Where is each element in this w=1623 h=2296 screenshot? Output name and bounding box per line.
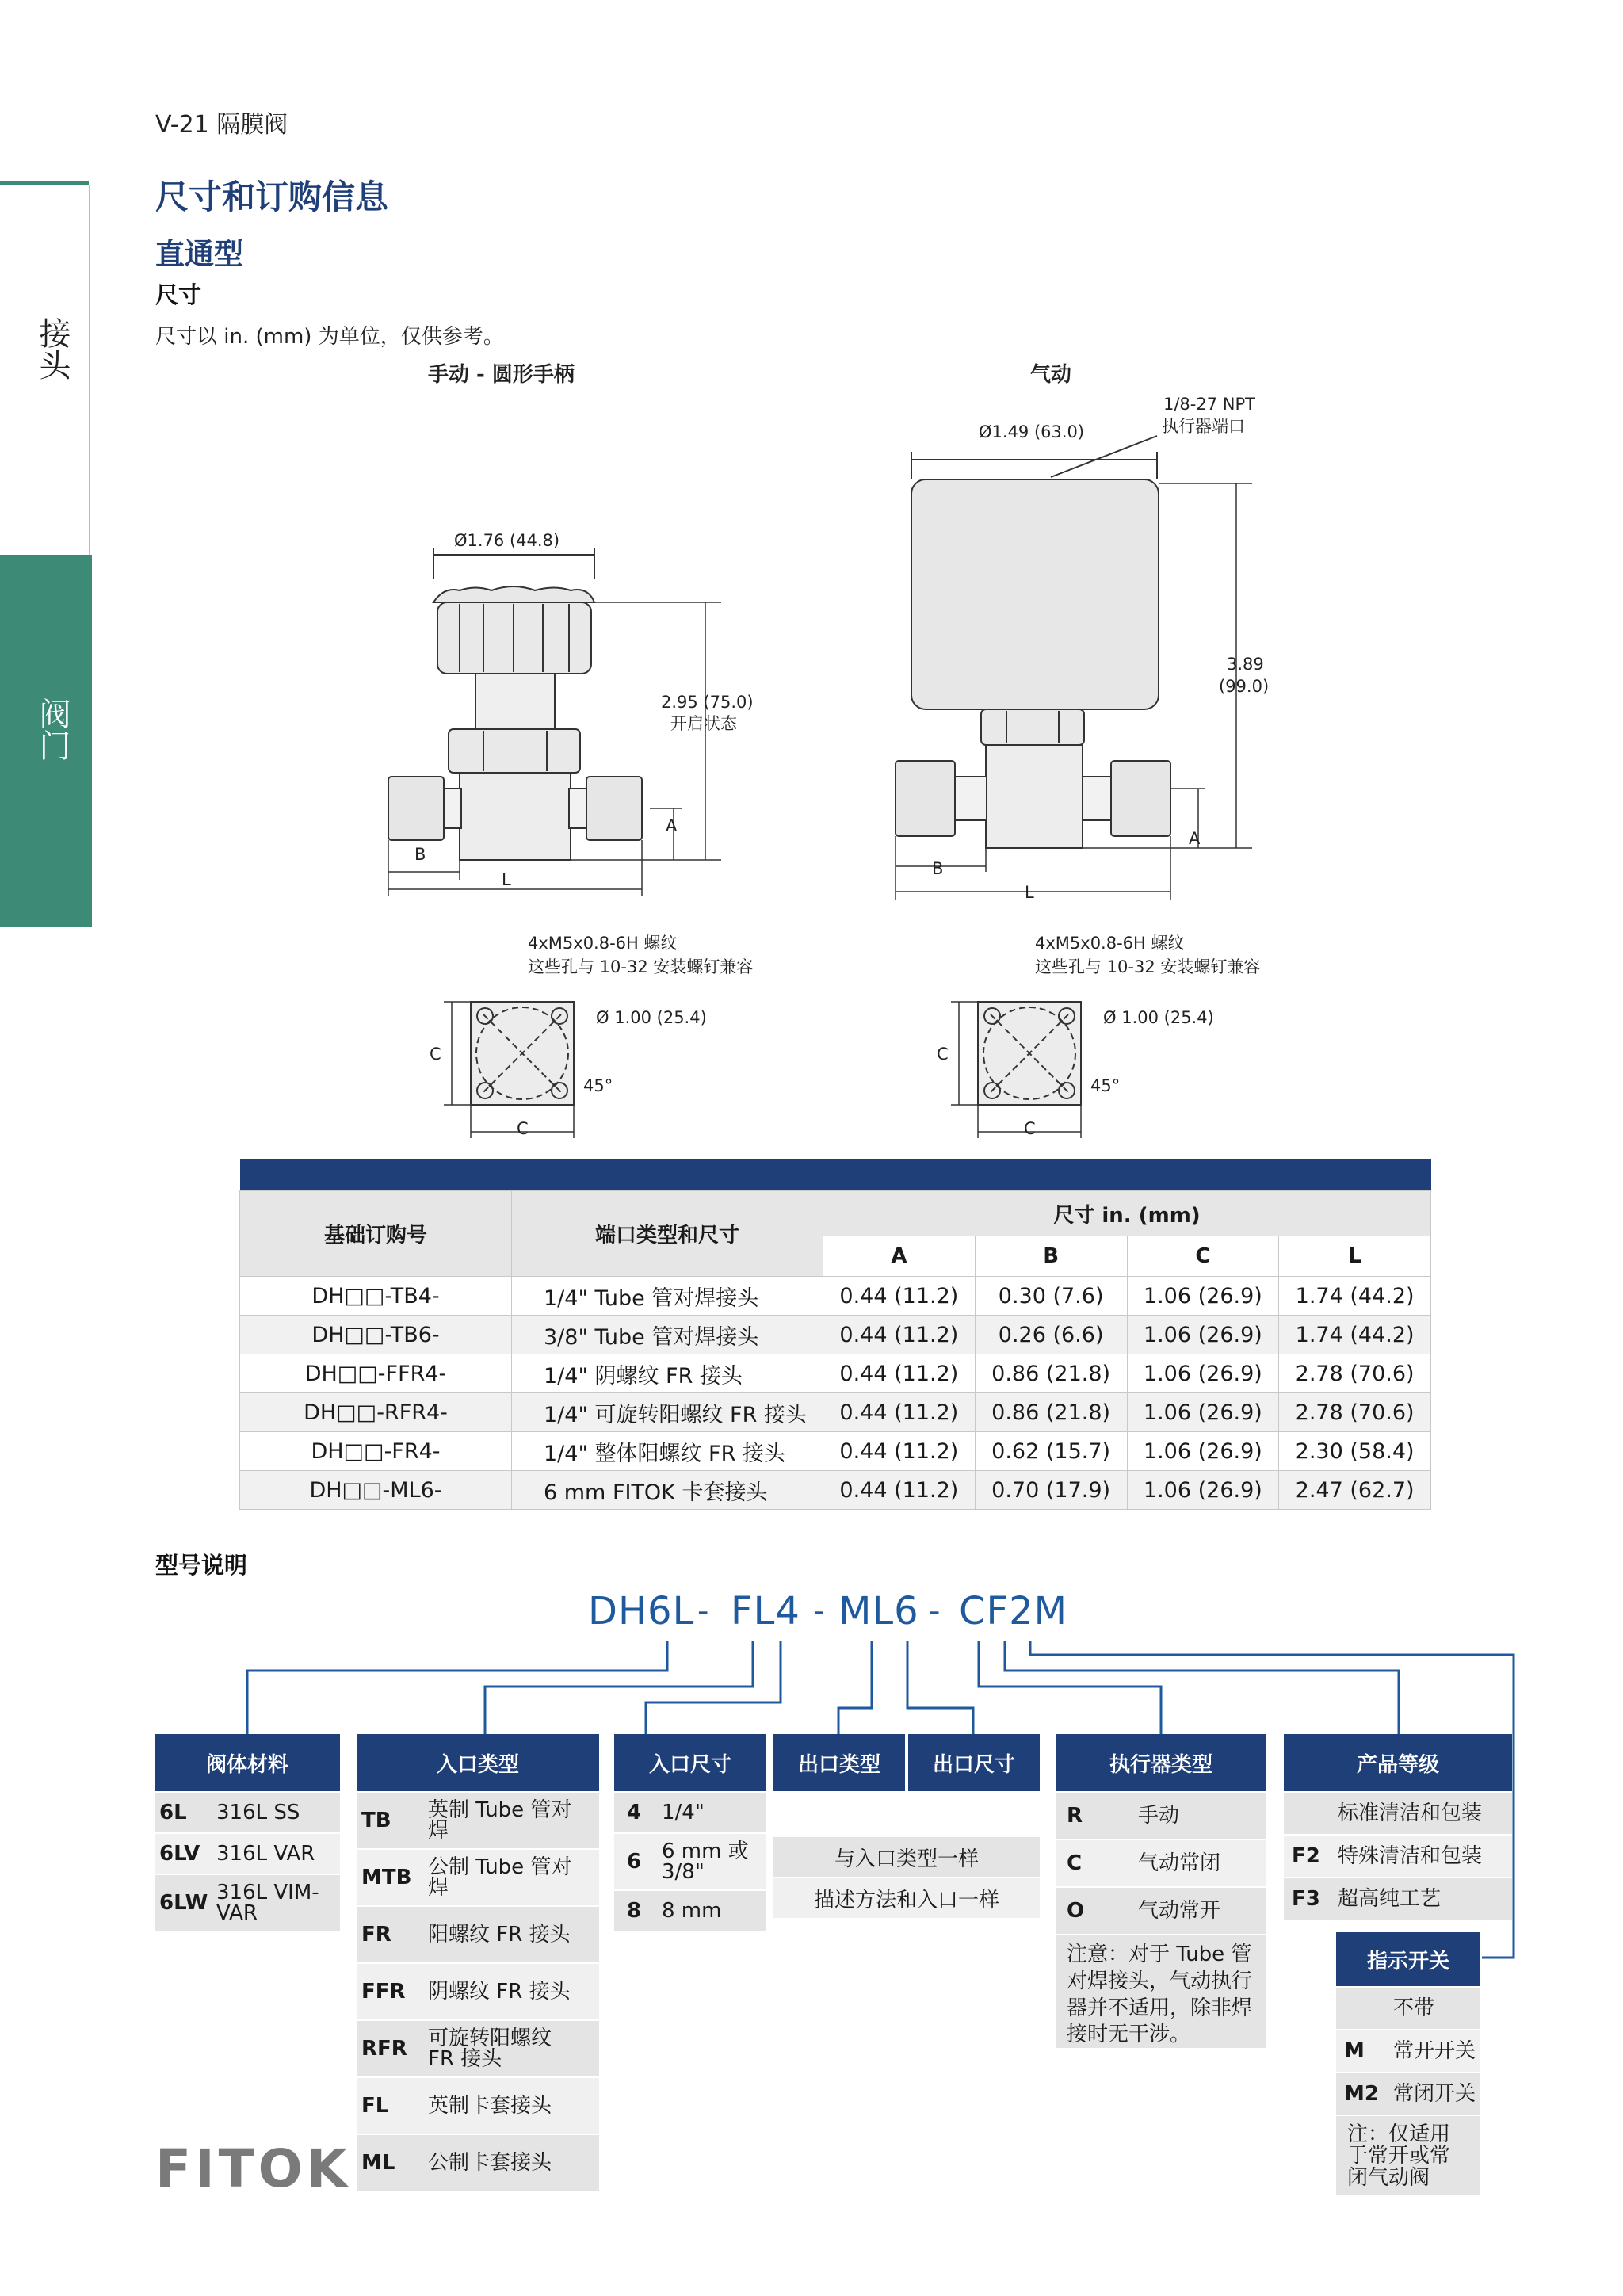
part-number: DH□□-TB4- bbox=[240, 1277, 512, 1316]
option-code: FL bbox=[361, 2094, 389, 2118]
list-item bbox=[1336, 2030, 1480, 2072]
option-code: 6 bbox=[627, 1850, 642, 1874]
pneumatic-port-desc: 执行器端口 bbox=[1162, 417, 1245, 436]
inlet-size-header: 入口尺寸 bbox=[614, 1734, 766, 1791]
dim-l-value: 2.47 (62.7) bbox=[1279, 1471, 1431, 1510]
body-material-header: 阀体材料 bbox=[155, 1734, 340, 1791]
mount-right-angle: 45° bbox=[1090, 1076, 1121, 1095]
mount-left-angle: 45° bbox=[583, 1076, 613, 1095]
dim-l-value: 1.74 (44.2) bbox=[1279, 1277, 1431, 1316]
mount-left-c-side: C bbox=[430, 1045, 441, 1064]
list-item bbox=[357, 1793, 599, 1848]
option-code: RFR bbox=[361, 2037, 407, 2061]
grade-header: 产品等级 bbox=[1284, 1734, 1512, 1791]
pneumatic-dim-a: A bbox=[1189, 829, 1201, 848]
option-code: FFR bbox=[361, 1980, 406, 2004]
dim-b-value: 0.86 (21.8) bbox=[975, 1354, 1127, 1393]
section-subtitle: 直通型 bbox=[155, 237, 243, 271]
dim-l-value: 2.78 (70.6) bbox=[1279, 1354, 1431, 1393]
indicator-header: 指示开关 bbox=[1336, 1932, 1480, 1986]
code-dash-3: - bbox=[929, 1593, 941, 1629]
units-note: 尺寸以 in. (mm) 为单位，仅供参考。 bbox=[155, 325, 504, 349]
dim-l-value: 1.74 (44.2) bbox=[1279, 1316, 1431, 1354]
option-desc: 公制卡套接头 bbox=[428, 2151, 552, 2175]
option-desc: 6 mm 或 3/8" bbox=[662, 1839, 749, 1884]
manual-caption: 手动 - 圆形手柄 bbox=[428, 363, 575, 387]
pneumatic-dim-b: B bbox=[932, 859, 944, 878]
part-number: DH□□-RFR4- bbox=[240, 1393, 512, 1432]
part-number: DH□□-FR4- bbox=[240, 1432, 512, 1471]
port-type: 6 mm FITOK 卡套接头 bbox=[512, 1471, 823, 1510]
code-segment-inlet: FL4 bbox=[731, 1589, 800, 1633]
list-item bbox=[1284, 1793, 1512, 1834]
mount-left-c-bottom: C bbox=[517, 1119, 529, 1138]
option-desc: 常闭开关 bbox=[1393, 2082, 1476, 2106]
outlet-row-same: 与入口类型一样 bbox=[773, 1837, 1040, 1877]
option-desc: 英制卡套接头 bbox=[428, 2094, 552, 2118]
option-desc: 阳螺纹 FR 接头 bbox=[428, 1923, 571, 1946]
mount-right-c-side: C bbox=[937, 1045, 949, 1064]
list-item bbox=[155, 1793, 340, 1832]
dim-b-value: 0.86 (21.8) bbox=[975, 1393, 1127, 1432]
dim-b-value: 0.30 (7.6) bbox=[975, 1277, 1127, 1316]
option-code: ML bbox=[361, 2151, 395, 2175]
mount-left-hole-note: 这些孔与 10-32 安装螺钉兼容 bbox=[528, 957, 754, 976]
code-dash-1: - bbox=[697, 1593, 709, 1629]
dim-c-value: 1.06 (26.9) bbox=[1127, 1393, 1279, 1432]
pneumatic-diameter-label: Ø1.49 (63.0) bbox=[979, 422, 1085, 441]
mount-right-hole-note: 这些孔与 10-32 安装螺钉兼容 bbox=[1035, 957, 1261, 976]
part-number: DH□□-TB6- bbox=[240, 1316, 512, 1354]
option-code: 8 bbox=[627, 1899, 642, 1923]
col-header-port: 端口类型和尺寸 bbox=[512, 1191, 823, 1277]
option-desc: 阴螺纹 FR 接头 bbox=[428, 1980, 571, 2004]
manual-dim-a: A bbox=[666, 816, 678, 835]
list-item bbox=[357, 1907, 599, 1962]
option-desc: 1/4" bbox=[662, 1801, 705, 1824]
list-item bbox=[357, 2078, 599, 2134]
pneumatic-dim-l: L bbox=[1025, 883, 1034, 902]
pneumatic-height-mm: (99.0) bbox=[1219, 677, 1270, 696]
outlet-row-desc: 描述方法和入口一样 bbox=[773, 1878, 1040, 1918]
col-header-l: L bbox=[1279, 1236, 1431, 1277]
dim-c-value: 1.06 (26.9) bbox=[1127, 1277, 1279, 1316]
part-number: DH□□-ML6- bbox=[240, 1471, 512, 1510]
option-code: R bbox=[1067, 1804, 1083, 1828]
col-header-c: C bbox=[1127, 1236, 1279, 1277]
code-segment-body: DH6L bbox=[588, 1589, 695, 1633]
option-desc: 316L VAR bbox=[216, 1842, 315, 1866]
option-code: 4 bbox=[627, 1801, 642, 1824]
outlet-size-header: 出口尺寸 bbox=[908, 1734, 1040, 1791]
list-item bbox=[155, 1834, 340, 1874]
dimensions-heading: 尺寸 bbox=[155, 281, 202, 308]
option-code: F2 bbox=[1292, 1844, 1320, 1868]
dim-b-value: 0.26 (6.6) bbox=[975, 1316, 1127, 1354]
mount-left-diameter: Ø 1.00 (25.4) bbox=[596, 1008, 707, 1027]
option-desc: 8 mm bbox=[662, 1899, 722, 1923]
port-type: 1/4" Tube 管对焊接头 bbox=[512, 1277, 823, 1316]
option-desc: 可旋转阳螺纹 FR 接头 bbox=[428, 2027, 552, 2071]
option-desc: 不带 bbox=[1393, 1996, 1435, 2020]
code-dash-2: - bbox=[813, 1593, 825, 1629]
list-item bbox=[357, 2021, 599, 2076]
mount-right-c-bottom: C bbox=[1024, 1119, 1036, 1138]
mount-right-hole-spec: 4xM5x0.8-6H 螺纹 bbox=[1035, 934, 1185, 953]
list-item bbox=[155, 1875, 340, 1931]
side-tab-valves-label: 阀门 bbox=[34, 697, 71, 761]
dim-c-value: 1.06 (26.9) bbox=[1127, 1354, 1279, 1393]
port-type: 3/8" Tube 管对焊接头 bbox=[512, 1316, 823, 1354]
option-code: TB bbox=[361, 1809, 391, 1832]
side-tab-connectors-label: 接头 bbox=[34, 317, 71, 380]
outlet-type-header: 出口类型 bbox=[773, 1734, 905, 1791]
pneumatic-caption: 气动 bbox=[1030, 363, 1072, 387]
port-type: 1/4" 阴螺纹 FR 接头 bbox=[512, 1354, 823, 1393]
dim-c-value: 1.06 (26.9) bbox=[1127, 1316, 1279, 1354]
list-item bbox=[614, 1834, 766, 1889]
page-reference: V-21 隔膜阀 bbox=[155, 111, 288, 139]
option-desc: 316L VIM-VAR bbox=[216, 1881, 319, 1925]
model-title: 型号说明 bbox=[155, 1552, 248, 1579]
list-item bbox=[1284, 1836, 1512, 1877]
dim-a-value: 0.44 (11.2) bbox=[823, 1354, 976, 1393]
dim-c-value: 1.06 (26.9) bbox=[1127, 1471, 1279, 1510]
option-desc: 气动常开 bbox=[1138, 1899, 1221, 1923]
option-code: FR bbox=[361, 1923, 391, 1946]
col-header-a: A bbox=[823, 1236, 976, 1277]
option-desc: 316L SS bbox=[216, 1801, 300, 1824]
option-code: MTB bbox=[361, 1866, 412, 1889]
dim-b-value: 0.70 (17.9) bbox=[975, 1471, 1127, 1510]
option-desc: 超高纯工艺 bbox=[1338, 1887, 1442, 1911]
dim-a-value: 0.44 (11.2) bbox=[823, 1277, 976, 1316]
option-desc: 常开开关 bbox=[1393, 2039, 1476, 2063]
dim-l-value: 2.30 (58.4) bbox=[1279, 1432, 1431, 1471]
option-desc: 公制 Tube 管对焊 bbox=[428, 1855, 572, 1900]
dim-a-value: 0.44 (11.2) bbox=[823, 1393, 976, 1432]
dim-c-value: 1.06 (26.9) bbox=[1127, 1432, 1279, 1471]
list-item bbox=[1056, 1888, 1266, 1934]
list-item bbox=[357, 2135, 599, 2191]
dim-l-value: 2.78 (70.6) bbox=[1279, 1393, 1431, 1432]
mount-left-hole-spec: 4xM5x0.8-6H 螺纹 bbox=[528, 934, 678, 953]
option-desc: 特殊清洁和包装 bbox=[1338, 1844, 1483, 1868]
code-segment-option: CF2M bbox=[959, 1589, 1068, 1633]
indicator-note: 注：仅适用于常开或常闭气动阀 bbox=[1336, 2116, 1480, 2195]
actuator-note: 注意：对于 Tube 管对焊接头，气动执行器并不适用，除非焊接时无干涉。 bbox=[1056, 1935, 1266, 2048]
inlet-type-header: 入口类型 bbox=[357, 1734, 599, 1791]
manual-diameter-label: Ø1.76 (44.8) bbox=[454, 531, 560, 550]
option-code: F3 bbox=[1292, 1887, 1320, 1911]
manual-open-state-label: 开启状态 bbox=[670, 714, 737, 733]
actuator-header: 执行器类型 bbox=[1056, 1734, 1266, 1791]
option-desc: 气动常闭 bbox=[1138, 1851, 1221, 1875]
option-desc: 手动 bbox=[1138, 1804, 1180, 1828]
list-item bbox=[1284, 1878, 1512, 1920]
page-title: 尺寸和订购信息 bbox=[155, 178, 389, 216]
fitok-logo: FITOK bbox=[155, 2138, 351, 2199]
dim-b-value: 0.62 (15.7) bbox=[975, 1432, 1127, 1471]
list-item bbox=[357, 1850, 599, 1905]
port-type: 1/4" 整体阳螺纹 FR 接头 bbox=[512, 1432, 823, 1471]
mount-right-diameter: Ø 1.00 (25.4) bbox=[1103, 1008, 1214, 1027]
col-header-part: 基础订购号 bbox=[240, 1191, 512, 1277]
option-code: 6LV bbox=[159, 1842, 200, 1866]
port-type: 1/4" 可旋转阳螺纹 FR 接头 bbox=[512, 1393, 823, 1432]
list-item bbox=[1336, 1988, 1480, 2029]
col-header-b: B bbox=[975, 1236, 1127, 1277]
list-item bbox=[614, 1793, 766, 1832]
option-code: O bbox=[1067, 1899, 1085, 1923]
code-segment-outlet: ML6 bbox=[838, 1589, 919, 1633]
option-code: C bbox=[1067, 1851, 1083, 1875]
dim-a-value: 0.44 (11.2) bbox=[823, 1471, 976, 1510]
dim-a-value: 0.44 (11.2) bbox=[823, 1316, 976, 1354]
list-item bbox=[614, 1891, 766, 1931]
option-code: M2 bbox=[1344, 2082, 1379, 2106]
list-item bbox=[1056, 1840, 1266, 1886]
option-code: 6LW bbox=[159, 1891, 208, 1915]
list-item bbox=[1336, 2073, 1480, 2115]
manual-height-label: 2.95 (75.0) bbox=[661, 693, 754, 712]
pneumatic-port-label: 1/8-27 NPT bbox=[1163, 395, 1255, 414]
list-item bbox=[357, 1964, 599, 2019]
part-number: DH□□-FFR4- bbox=[240, 1354, 512, 1393]
option-desc: 标准清洁和包装 bbox=[1338, 1801, 1483, 1825]
manual-dim-l: L bbox=[502, 870, 511, 889]
list-item bbox=[1056, 1793, 1266, 1839]
option-code: M bbox=[1344, 2039, 1365, 2063]
manual-dim-b: B bbox=[414, 845, 426, 864]
option-code: 6L bbox=[159, 1801, 187, 1824]
col-header-dims: 尺寸 in. (mm) bbox=[823, 1191, 1431, 1236]
option-desc: 英制 Tube 管对焊 bbox=[428, 1798, 572, 1843]
dim-a-value: 0.44 (11.2) bbox=[823, 1432, 976, 1471]
pneumatic-height-label: 3.89 bbox=[1227, 655, 1264, 674]
